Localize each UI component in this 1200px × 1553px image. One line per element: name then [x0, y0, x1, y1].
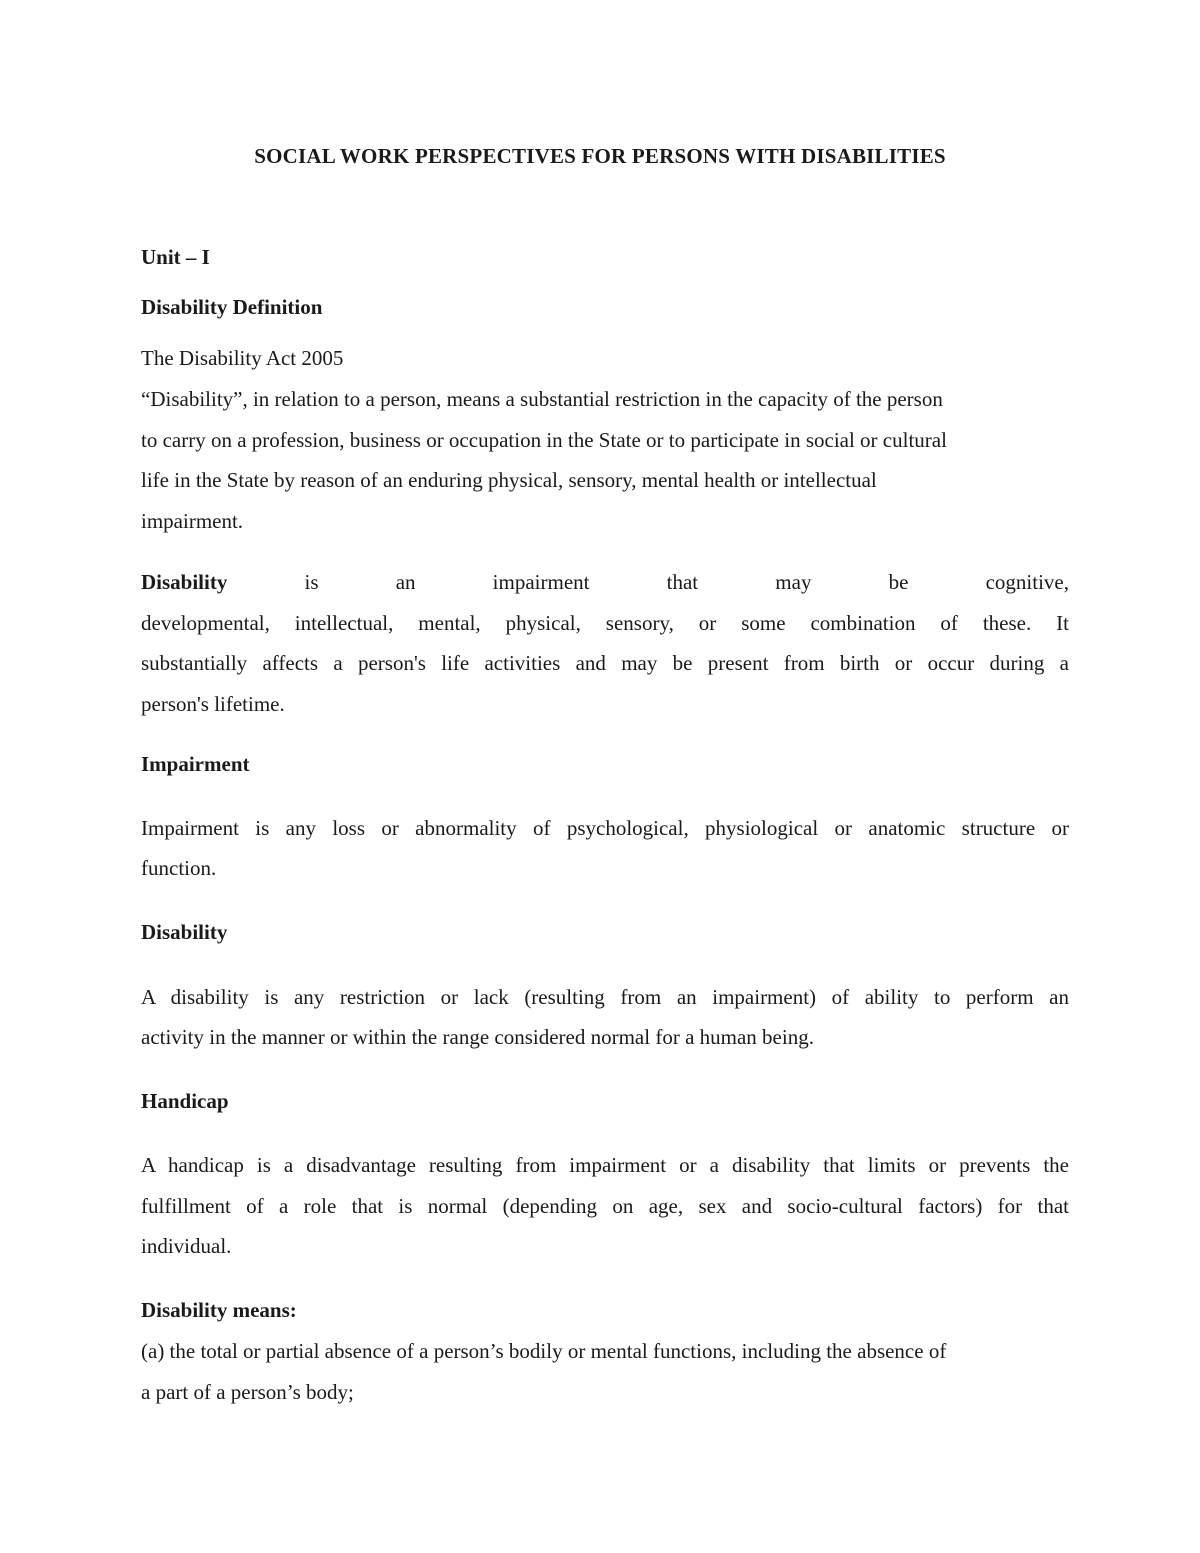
definition-line: impairment.: [141, 509, 244, 533]
disability-paragraph-line: [141, 569, 1069, 595]
definition-line: to carry on a profession, business or occupation in the State or to participate in social or cultural: [141, 428, 947, 452]
unit-heading: Unit – I: [141, 245, 210, 269]
impairment-line: Impairment is any loss or abnormality of psychological, physiological or anatomic structure or: [141, 816, 1069, 840]
disability-heading: Disability: [141, 920, 228, 944]
handicap-line: individual.: [141, 1234, 232, 1258]
disability-paragraph-line: person's lifetime.: [141, 692, 285, 716]
disability-paragraph-line: substantially affects a person's life activities and may be present from birth or occur during a: [141, 651, 1069, 675]
definition-line: life in the State by reason of an enduring physical, sensory, mental health or intellectual: [141, 468, 877, 492]
disability-line: activity in the manner or within the range considered normal for a human being.: [141, 1025, 814, 1049]
disability-line: A disability is any restriction or lack (resulting from an impairment) of ability to perform an: [141, 985, 1069, 1009]
disability-means-line: a part of a person’s body;: [141, 1380, 354, 1404]
handicap-line: A handicap is a disadvantage resulting from impairment or a disability that limits or prevents the: [141, 1153, 1069, 1177]
definition-line: “Disability”, in relation to a person, means a substantial restriction in the capacity of the person: [141, 387, 943, 411]
handicap-heading: Handicap: [141, 1089, 229, 1113]
disability-paragraph-rest: is an impairment that may be cognitive,: [227, 570, 1069, 594]
impairment-heading: Impairment: [141, 752, 250, 776]
disability-paragraph-line: developmental, intellectual, mental, physical, sensory, or some combination of these. It: [141, 611, 1069, 635]
disability-definition-heading: Disability Definition: [141, 295, 323, 319]
impairment-line: function.: [141, 856, 217, 880]
disability-means-heading: Disability means:: [141, 1298, 297, 1322]
disability-means-line: (a) the total or partial absence of a person’s bodily or mental functions, including the absence of: [141, 1339, 947, 1363]
document-title: SOCIAL WORK PERSPECTIVES FOR PERSONS WITH DISABILITIES: [254, 144, 946, 168]
act-name: The Disability Act 2005: [141, 346, 344, 370]
handicap-line: fulfillment of a role that is normal (depending on age, sex and socio-cultural factors) for that: [141, 1194, 1069, 1218]
disability-term: Disability: [141, 570, 228, 594]
